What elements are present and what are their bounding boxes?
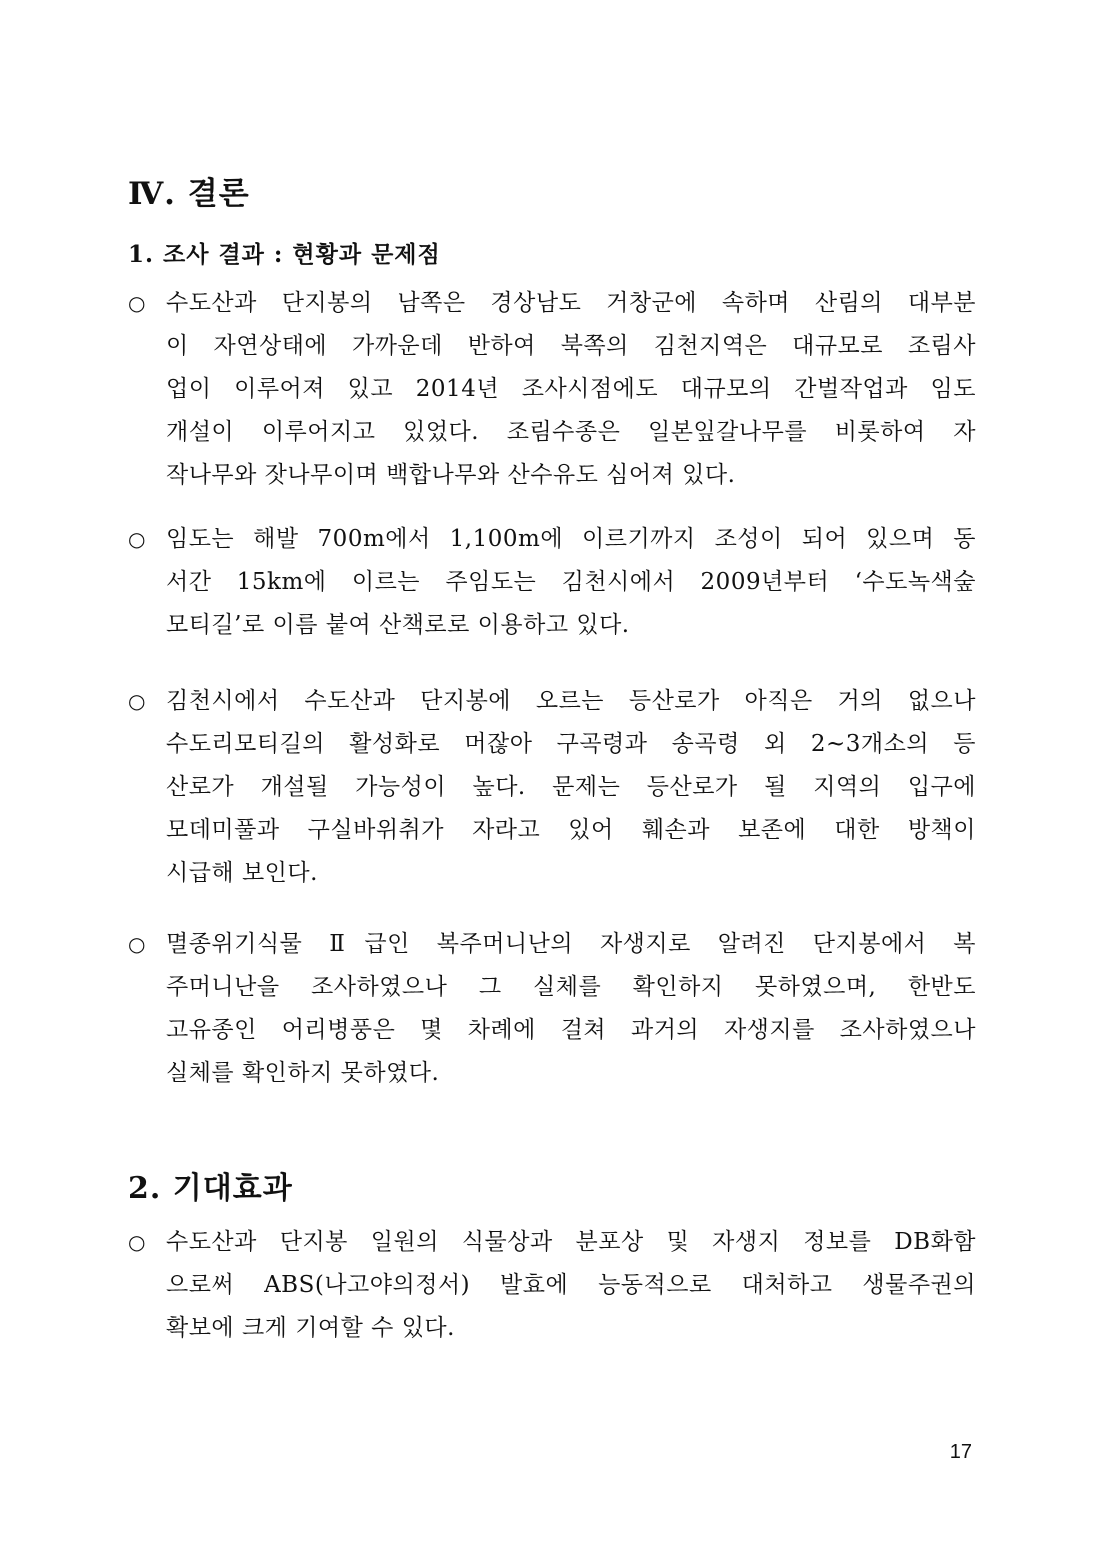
bullet-circle-icon: ○ [128,291,146,315]
paragraph-line: 모데미풀과 구실바위취가 자라고 있어 훼손과 보존에 대한 방책이 [166,817,976,843]
paragraph-line: 산로가 개설될 가능성이 높다. 문제는 등산로가 될 지역의 입구에 [166,774,976,800]
bullet-circle-icon: ○ [128,1230,146,1254]
bullet-circle-icon: ○ [128,527,146,551]
section-title-expected-effects: 2. 기대효과 [128,1171,293,1206]
paragraph-line: 수도리모티길의 활성화로 머잖아 구곡령과 송곡령 외 2~3개소의 등 [166,731,976,757]
paragraph-line: 수도산과 단지봉 일원의 식물상과 분포상 및 자생지 정보를 DB화함 [166,1229,976,1255]
bullet-paragraph [128,680,976,895]
paragraph-line: 업이 이루어져 있고 2014년 조사시점에도 대규모의 간벌작업과 임도 [166,376,976,402]
paragraph-line: 실체를 확인하지 못하였다. [166,1060,440,1086]
bullet-paragraph [128,923,976,1095]
bullet-circle-icon: ○ [128,689,146,713]
bullet-paragraph [128,1221,976,1350]
section-title-survey-results: 1. 조사 결과 : 현황과 문제점 [128,241,441,268]
paragraph-line: 수도산과 단지봉의 남쪽은 경상남도 거창군에 속하며 산림의 대부분 [166,290,976,316]
paragraph-line: 확보에 크게 기여할 수 있다. [166,1315,455,1341]
paragraph-line: 모티길’로 이름 붙여 산책로로 이용하고 있다. [166,612,630,638]
paragraph-line: 김천시에서 수도산과 단지봉에 오르는 등산로가 아직은 거의 없으나 [166,688,976,714]
paragraph-line: 이 자연상태에 가까운데 반하여 북쪽의 김천지역은 대규모로 조림사 [166,333,976,359]
chapter-title: Ⅳ. 결론 [128,176,250,212]
bullet-circle-icon: ○ [128,932,146,956]
paragraph-line: 시급해 보인다. [166,860,318,886]
paragraph-line: 으로써 ABS(나고야의정서) 발효에 능동적으로 대처하고 생물주권의 [166,1272,976,1298]
paragraph-line: 고유종인 어리병풍은 몇 차례에 걸쳐 과거의 자생지를 조사하였으나 [166,1017,976,1043]
paragraph-line: 멸종위기식물 Ⅱ급인 복주머니난의 자생지로 알려진 단지봉에서 복 [166,931,976,957]
bullet-paragraph [128,518,976,647]
page-number: 17 [949,1441,972,1463]
paragraph-line: 개설이 이루어지고 있었다. 조림수종은 일본잎갈나무를 비롯하여 자 [166,419,976,445]
paragraph-line: 주머니난을 조사하였으나 그 실체를 확인하지 못하였으며, 한반도 [166,974,976,1000]
paragraph-line: 작나무와 잣나무이며 백합나무와 산수유도 심어져 있다. [166,462,736,488]
bullet-paragraph [128,282,976,497]
paragraph-line: 임도는 해발 700m에서 1,100m에 이르기까지 조성이 되어 있으며 동 [166,526,976,552]
paragraph-line: 서간 15km에 이르는 주임도는 김천시에서 2009년부터 ‘수도녹색숲 [166,569,976,595]
